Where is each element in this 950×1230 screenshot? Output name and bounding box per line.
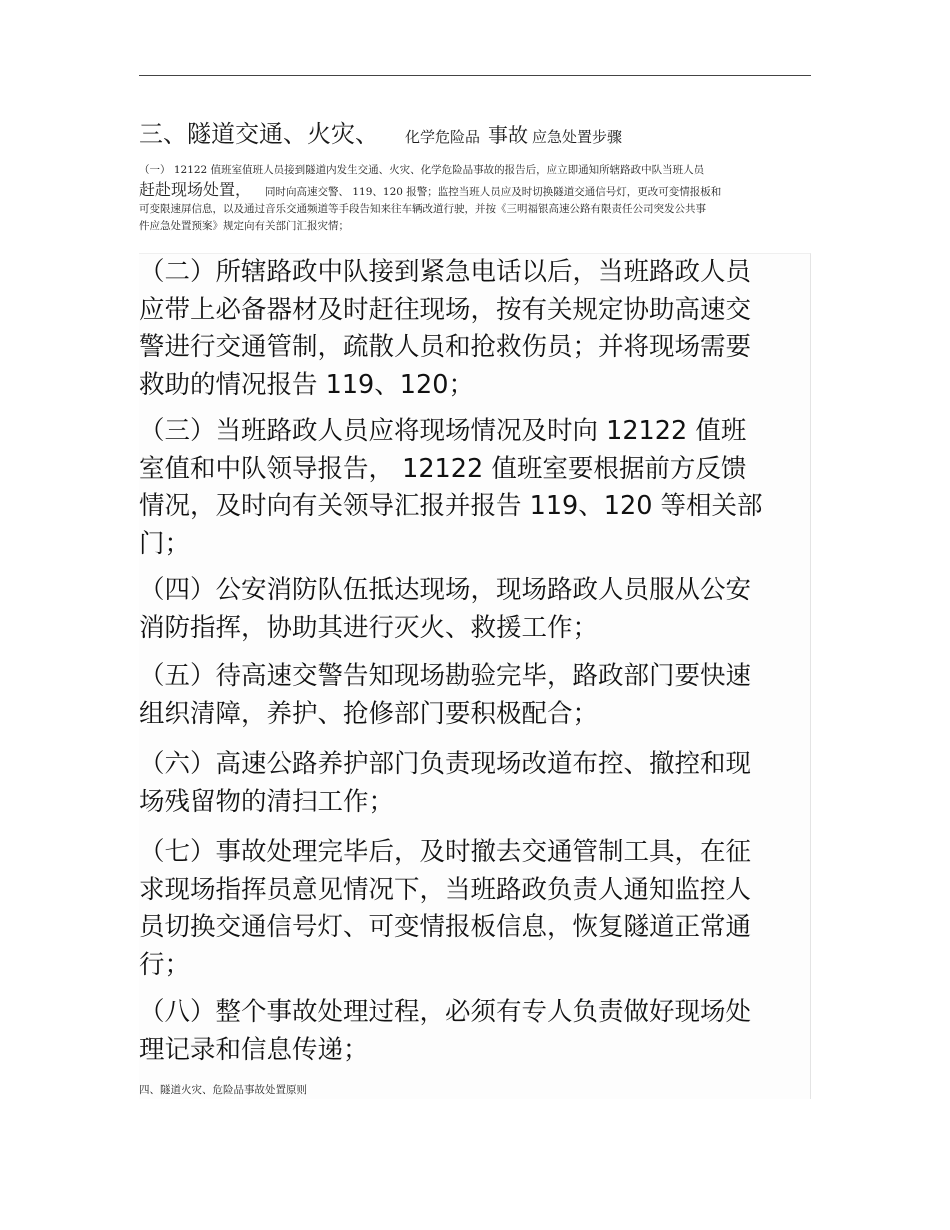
- step-1-line-1: （一） 12122 值班室值班人员接到隧道内发生交通、火灾、化学危险品事故的报告后，应立即通知所辖路政中队当班人员: [139, 164, 705, 176]
- header-rule: [139, 75, 811, 76]
- step-3-line: 情况，及时向有关领导汇报并报告 119、120 等相关部: [139, 491, 763, 521]
- step-8-line: 理记录和信息传递；: [139, 1034, 369, 1065]
- step-5-line: 组织清障，养护、抢修部门要积极配合；: [139, 698, 599, 729]
- step-4-line: （四）公安消防队伍抵达现场，现场路政人员服从公安: [139, 575, 752, 605]
- step-7-line: 员切换交通信号灯、可变情报板信息，恢复隧道正常通: [139, 912, 752, 942]
- heading-part-2: 化学危险品: [405, 128, 481, 146]
- step-4-line: 消防指挥，协助其进行灭火、救援工作；: [139, 612, 599, 643]
- step-6: [139, 746, 809, 821]
- step-3-line: 室值和中队领导报告， 12122 值班室要根据前方反馈: [139, 453, 747, 484]
- heading-part-1: 三、隧道交通、火灾、: [139, 120, 379, 148]
- step-1-line-2-lead: 赶赴现场处置，: [139, 180, 252, 199]
- step-1-paragraph: [139, 162, 789, 235]
- step-8: [139, 994, 809, 1069]
- step-6-line: 场残留物的清扫工作；: [139, 786, 395, 817]
- step-2-line: （二）所辖路政中队接到紧急电话以后，当班路政人员: [139, 257, 752, 287]
- step-3-line: 门；: [139, 528, 191, 559]
- step-8-line: （八）整个事故处理过程，必须有专人负责做好现场处: [139, 997, 752, 1027]
- step-2-line: 警进行交通管制，疏散人员和抢救伤员；并将现场需要: [139, 332, 752, 362]
- step-6-line: （六）高速公路养护部门负责现场改道布控、撤控和现: [139, 749, 752, 779]
- step-5-line: （五）待高速交警告知现场勘验完毕，路政部门要快速: [139, 661, 752, 691]
- heading-part-4: 应急处置步骤: [532, 128, 623, 146]
- step-7-line: 行；: [139, 949, 191, 980]
- section-3-heading: [139, 114, 811, 149]
- step-7: [139, 834, 809, 984]
- step-1-line-2: [139, 179, 789, 201]
- section-4-heading: 四、隧道火灾、危险品事故处置原则: [139, 1084, 307, 1096]
- step-1-line-2-rest: 同时向高速交警、 119、120 报警；监控当班人员应及时切换隧道交通信号灯，更改可变情报板和: [265, 186, 722, 198]
- step-7-line: （七）事故处理完毕后，及时撤去交通管制工具，在征: [139, 837, 752, 867]
- step-7-line: 求现场指挥员意见情况下，当班路政负责人通知监控人: [139, 874, 752, 905]
- step-4: [139, 572, 809, 647]
- step-2: [139, 254, 809, 404]
- step-3-line: （三）当班路政人员应将现场情况及时向 12122 值班: [139, 416, 747, 446]
- step-2-line: 应带上必备器材及时赶往现场，按有关规定协助高速交: [139, 294, 752, 325]
- heading-part-3: 事故: [488, 123, 529, 147]
- step-2-line: 救助的情况报告 119、120；: [139, 369, 474, 400]
- step-1-line-3: 可变限速屏信息，以及通过音乐交通频道等手段告知来往车辆改道行驶，并按《三明福银高速公路有限责任公司突发公共事: [139, 203, 706, 215]
- step-1-line-4: 件应急处置预案》规定向有关部门汇报灾情；: [139, 220, 349, 232]
- step-5: [139, 658, 809, 733]
- step-3: [139, 413, 809, 563]
